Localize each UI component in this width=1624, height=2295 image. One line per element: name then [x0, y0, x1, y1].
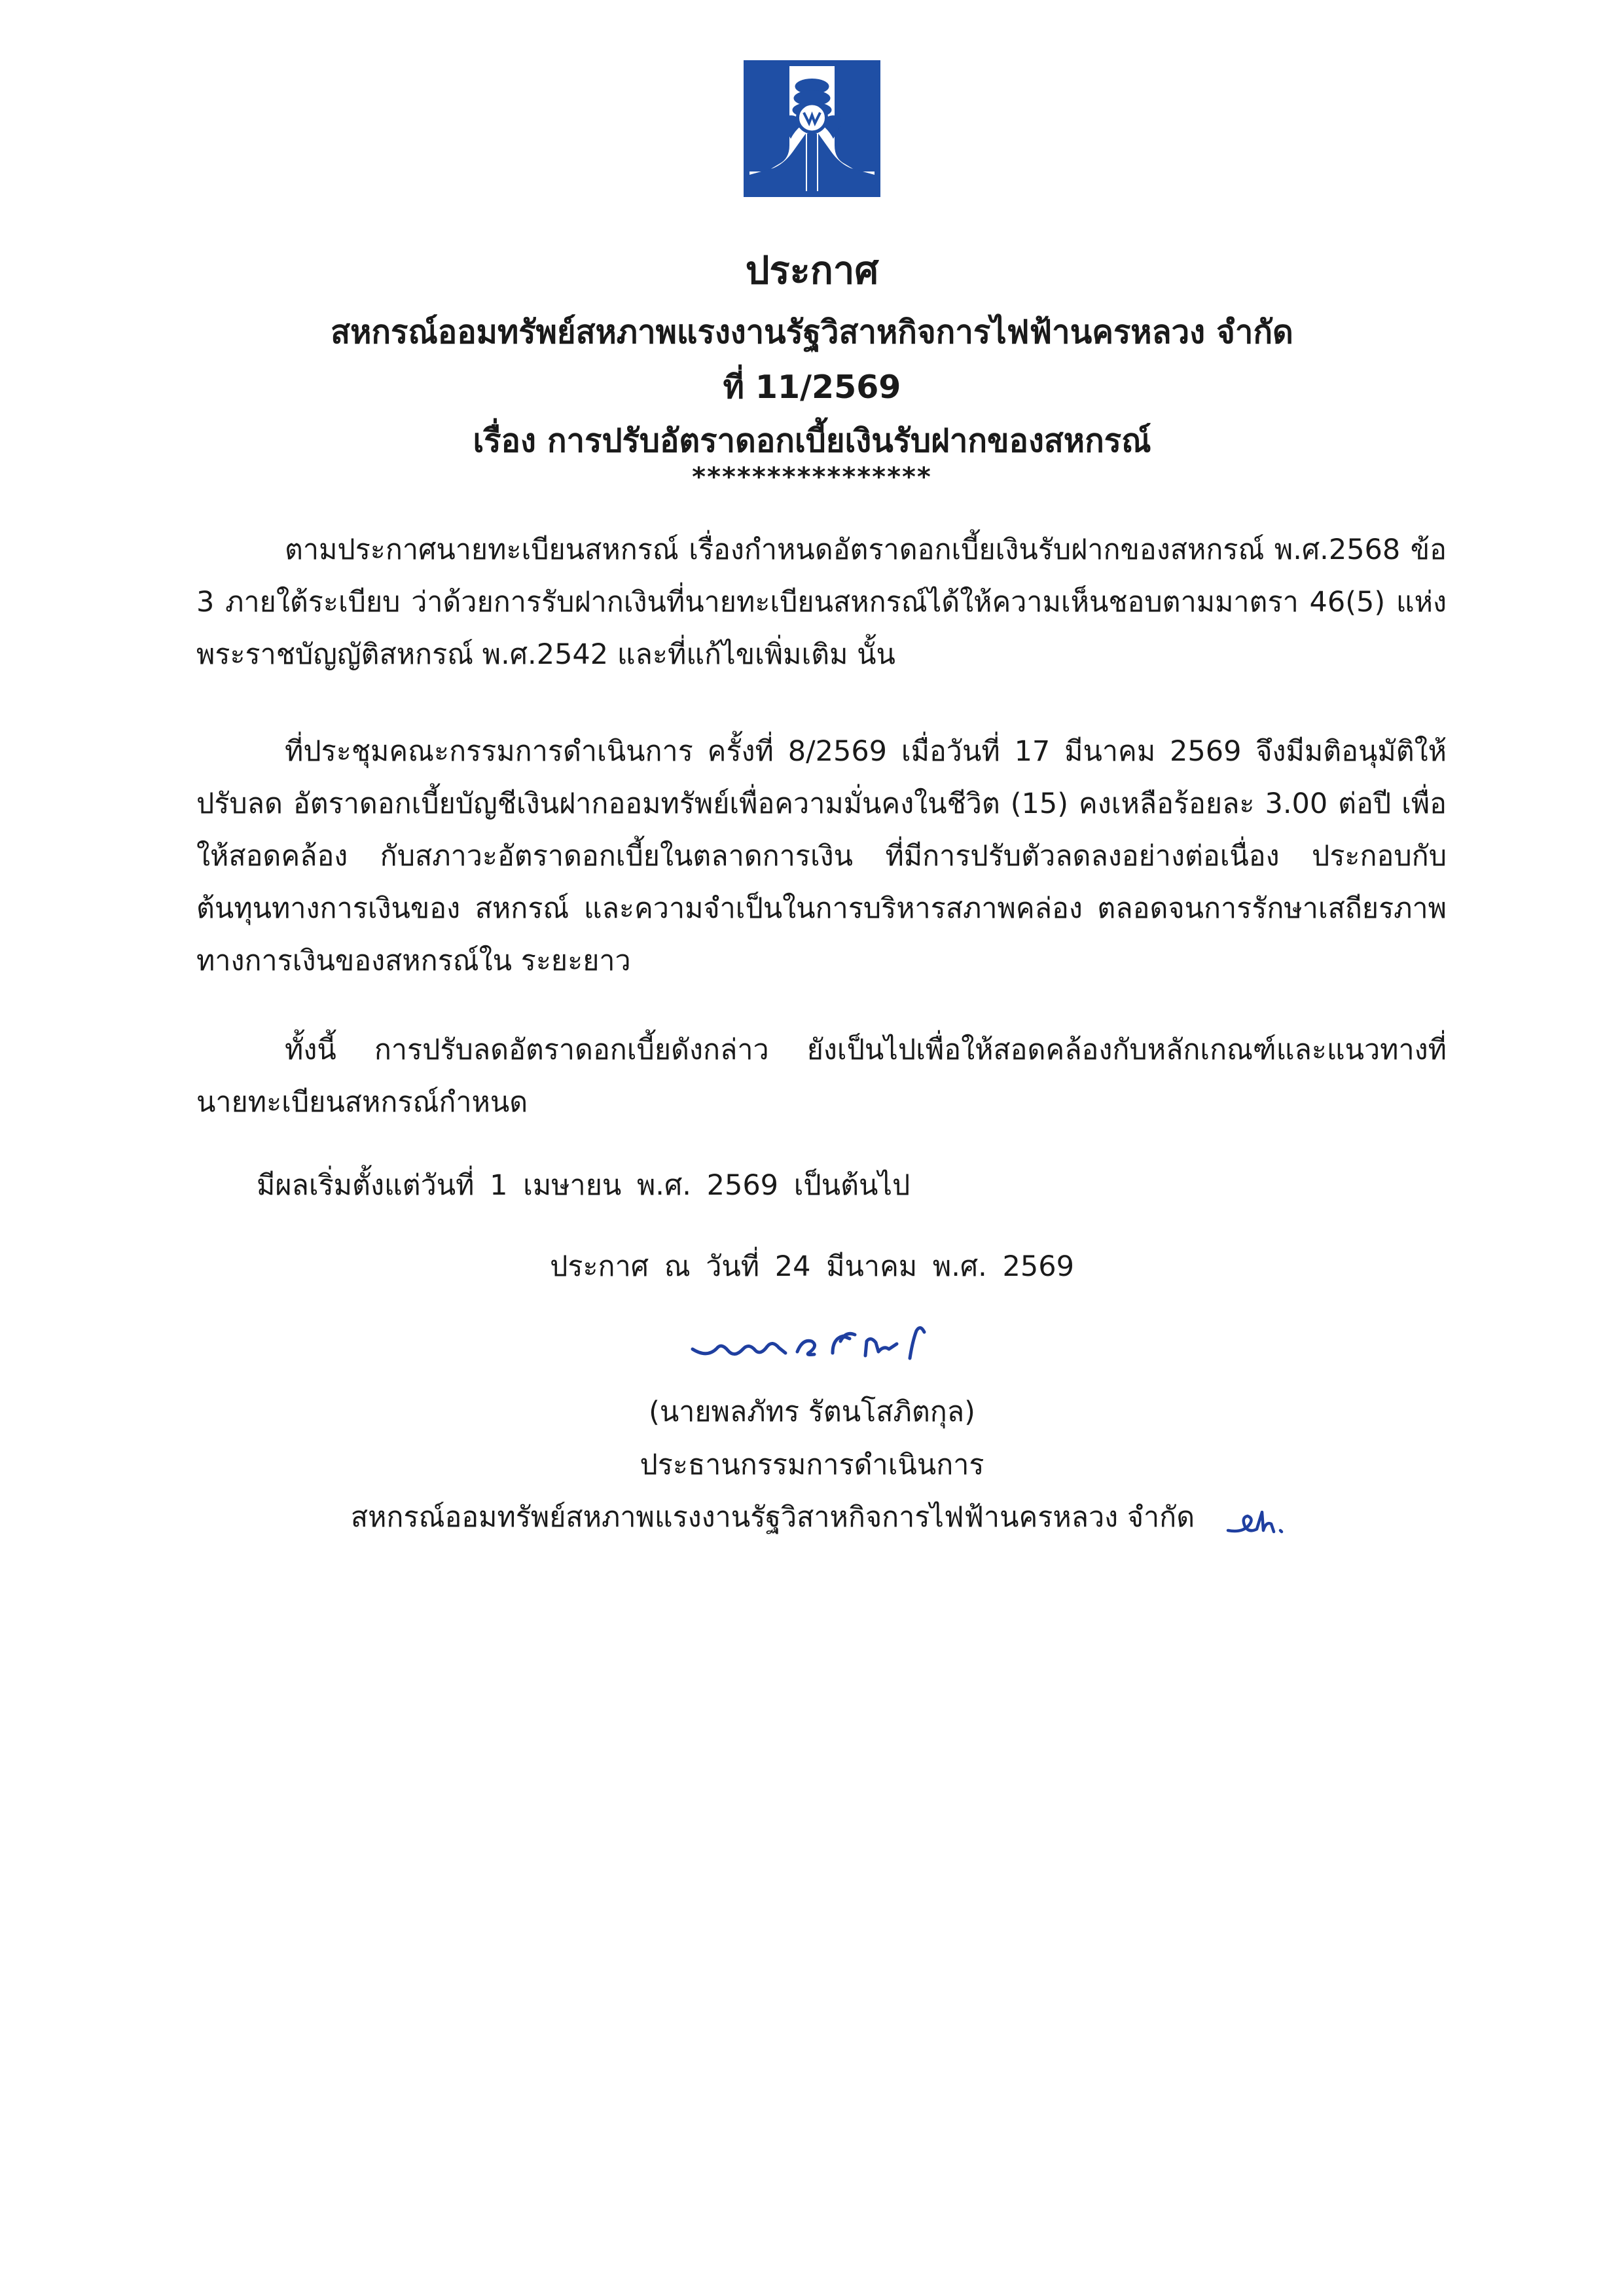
cooperative-logo-icon	[744, 60, 880, 197]
announcement-title: ประกาศ	[745, 248, 879, 293]
organization-heading: สหกรณ์ออมทรัพย์สหภาพแรงงานรัฐวิสาหกิจการไฟฟ้านครหลวง จำกัด	[331, 314, 1293, 351]
effective-date: มีผลเริ่มตั้งแต่วันที่ 1 เมษายน พ.ศ. 2569 เป็นต้นไป	[257, 1169, 911, 1202]
body-paragraph-1: ตามประกาศนายทะเบียนสหกรณ์ เรื่องกำหนดอัตราดอกเบี้ยเงินรับฝากของสหกรณ์ พ.ศ.2568 ข้อ 3 ภายใต้ระเบียบ ว่าด้วยการรับฝากเงินที่นายทะเบียนสหกรณ์ได้ให้ความเห็นชอบตามมาตรา 46(5) แห่ง พระราชบัญญัติสหกรณ์ พ.ศ.2542 และที่แก้ไขเพิ่มเติม นั้น	[196, 533, 1447, 671]
announcement-number: ที่ 11/2569	[723, 369, 901, 406]
handwritten-initial-icon	[1223, 1492, 1288, 1545]
signer-organization: สหกรณ์ออมทรัพย์สหภาพแรงงานรัฐวิสาหกิจการไฟฟ้านครหลวง จำกัด	[350, 1501, 1195, 1534]
signer-name: (นายพลภัทร รัตนโสภิตกุล)	[649, 1396, 975, 1428]
body-paragraph-2: ที่ประชุมคณะกรรมการดำเนินการ ครั้งที่ 8/2569 เมื่อวันที่ 17 มีนาคม 2569 จึงมีมติอนุมัติให้ปรับลด อัตราดอกเบี้ยบัญชีเงินฝากออมทรัพย์เพื่อความมั่นคงในชีวิต (15) คงเหลือร้อยละ 3.00 ต่อปี เพื่อให้สอดคล้อง กับสภาวะอัตราดอกเบี้ยในตลาดการเงิน ที่มีการปรับตัวลดลงอย่างต่อเนื่อง ประกอบกับต้นทุนทางการเงินของ สหกรณ์ และความจำเป็นในการบริหารสภาพคล่อง ตลอดจนการรักษาเสถียรภาพทางการเงินของสหกรณ์ใน ระยะยาว	[196, 735, 1447, 977]
signer-position: ประธานกรรมการดำเนินการ	[640, 1449, 984, 1481]
separator-stars: ****************	[692, 462, 932, 492]
handwritten-signature-icon	[681, 1312, 956, 1371]
body-paragraph-3: ทั้งนี้ การปรับลดอัตราดอกเบี้ยดังกล่าว ยังเป็นไปเพื่อให้สอดคล้องกับหลักเกณฑ์และแนวทางที่ นายทะเบียนสหกรณ์กำหนด	[196, 1034, 1447, 1119]
announced-date: ประกาศ ณ วันที่ 24 มีนาคม พ.ศ. 2569	[550, 1250, 1074, 1283]
announcement-subject: เรื่อง การปรับอัตราดอกเบี้ยเงินรับฝากของสหกรณ์	[473, 422, 1151, 460]
